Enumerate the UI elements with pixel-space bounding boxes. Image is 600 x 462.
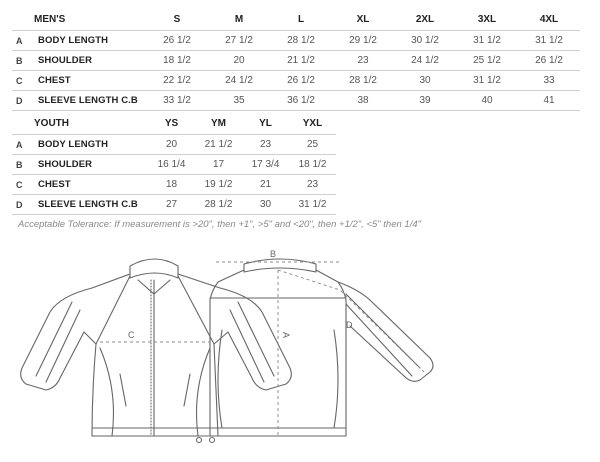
row-label: CHEST xyxy=(38,71,146,91)
youth-title: YOUTH xyxy=(34,117,69,129)
table-cell: 24 1/2 xyxy=(208,71,270,91)
row-letter: A xyxy=(12,135,38,155)
row-letter: A xyxy=(12,31,38,51)
table-cell: 26 1/2 xyxy=(518,51,580,71)
table-cell: 27 1/2 xyxy=(208,31,270,51)
row-label: SHOULDER xyxy=(38,155,148,175)
row-label: BODY LENGTH xyxy=(38,31,146,51)
mens-title: MEN'S xyxy=(34,13,66,25)
table-row xyxy=(12,195,336,215)
table-cell: 26 1/2 xyxy=(270,71,332,91)
table-cell: 18 xyxy=(148,175,195,195)
table-cell: 38 xyxy=(332,91,394,111)
table-cell: 24 1/2 xyxy=(394,51,456,71)
table-cell: 19 1/2 xyxy=(195,175,242,195)
jacket-back-drawing xyxy=(210,259,433,436)
row-label: SLEEVE LENGTH C.B xyxy=(38,195,148,215)
table-cell: 21 1/2 xyxy=(195,135,242,155)
mens-size-header: M xyxy=(234,13,244,25)
table-cell: 41 xyxy=(518,91,580,111)
diagram-label-d: D xyxy=(346,320,353,330)
table-cell: 35 xyxy=(208,91,270,111)
table-cell: 31 1/2 xyxy=(289,195,336,215)
mens-size-header: 4XL xyxy=(539,13,559,25)
row-letter: D xyxy=(12,91,38,111)
mens-size-table xyxy=(12,8,580,111)
diagram-label-b: B xyxy=(270,249,277,259)
table-cell: 36 1/2 xyxy=(270,91,332,111)
row-letter: B xyxy=(12,51,38,71)
tolerance-note: Acceptable Tolerance: If measurement is >20", then +1", >5" and <20", then +1/2", <5" then 1/4" xyxy=(18,219,421,230)
table-row xyxy=(12,155,336,175)
jacket-measurement-diagram xyxy=(0,240,600,462)
table-cell: 30 1/2 xyxy=(394,31,456,51)
table-cell: 26 1/2 xyxy=(146,31,208,51)
mens-size-header: 3XL xyxy=(477,13,497,25)
table-cell: 28 1/2 xyxy=(270,31,332,51)
youth-size-header: YL xyxy=(259,117,272,129)
table-cell: 23 xyxy=(332,51,394,71)
mens-size-header: S xyxy=(173,13,181,25)
table-cell: 17 3/4 xyxy=(242,155,289,175)
table-cell: 33 xyxy=(518,71,580,91)
diagram-label-c: C xyxy=(128,330,135,340)
diagram-label-a: A xyxy=(281,332,291,339)
table-cell: 31 1/2 xyxy=(456,71,518,91)
row-letter: C xyxy=(12,175,38,195)
table-cell: 25 1/2 xyxy=(456,51,518,71)
table-cell: 30 xyxy=(242,195,289,215)
table-cell: 31 1/2 xyxy=(518,31,580,51)
table-cell: 21 1/2 xyxy=(270,51,332,71)
table-row xyxy=(12,91,580,111)
row-label: BODY LENGTH xyxy=(38,135,148,155)
table-cell: 29 1/2 xyxy=(332,31,394,51)
mens-header-row xyxy=(12,8,580,31)
table-cell: 20 xyxy=(148,135,195,155)
row-label: SLEEVE LENGTH C.B xyxy=(38,91,146,111)
row-letter: C xyxy=(12,71,38,91)
row-letter: B xyxy=(12,155,38,175)
table-cell: 18 1/2 xyxy=(289,155,336,175)
table-cell: 31 1/2 xyxy=(456,31,518,51)
table-cell: 17 xyxy=(195,155,242,175)
table-cell: 20 xyxy=(208,51,270,71)
table-cell: 39 xyxy=(394,91,456,111)
table-cell: 33 1/2 xyxy=(146,91,208,111)
jacket-front-drawing xyxy=(21,259,292,443)
row-letter: D xyxy=(12,195,38,215)
table-cell: 27 xyxy=(148,195,195,215)
table-cell: 28 1/2 xyxy=(195,195,242,215)
table-cell: 23 xyxy=(242,135,289,155)
table-row xyxy=(12,71,580,91)
row-label: SHOULDER xyxy=(38,51,146,71)
table-cell: 21 xyxy=(242,175,289,195)
table-cell: 18 1/2 xyxy=(146,51,208,71)
table-cell: 40 xyxy=(456,91,518,111)
youth-size-header: YS xyxy=(164,117,179,129)
table-cell: 23 xyxy=(289,175,336,195)
mens-size-header: 2XL xyxy=(415,13,435,25)
table-row xyxy=(12,31,580,51)
table-cell: 28 1/2 xyxy=(332,71,394,91)
mens-size-header: XL xyxy=(356,13,370,25)
youth-size-header: YXL xyxy=(302,117,323,129)
table-row xyxy=(12,175,336,195)
table-row xyxy=(12,51,580,71)
row-label: CHEST xyxy=(38,175,148,195)
youth-size-table xyxy=(12,112,336,215)
youth-header-row xyxy=(12,112,336,135)
youth-size-header: YM xyxy=(211,117,226,129)
mens-size-header: L xyxy=(297,13,305,25)
table-cell: 30 xyxy=(394,71,456,91)
table-cell: 25 xyxy=(289,135,336,155)
table-row xyxy=(12,135,336,155)
table-cell: 16 1/4 xyxy=(148,155,195,175)
table-cell: 22 1/2 xyxy=(146,71,208,91)
